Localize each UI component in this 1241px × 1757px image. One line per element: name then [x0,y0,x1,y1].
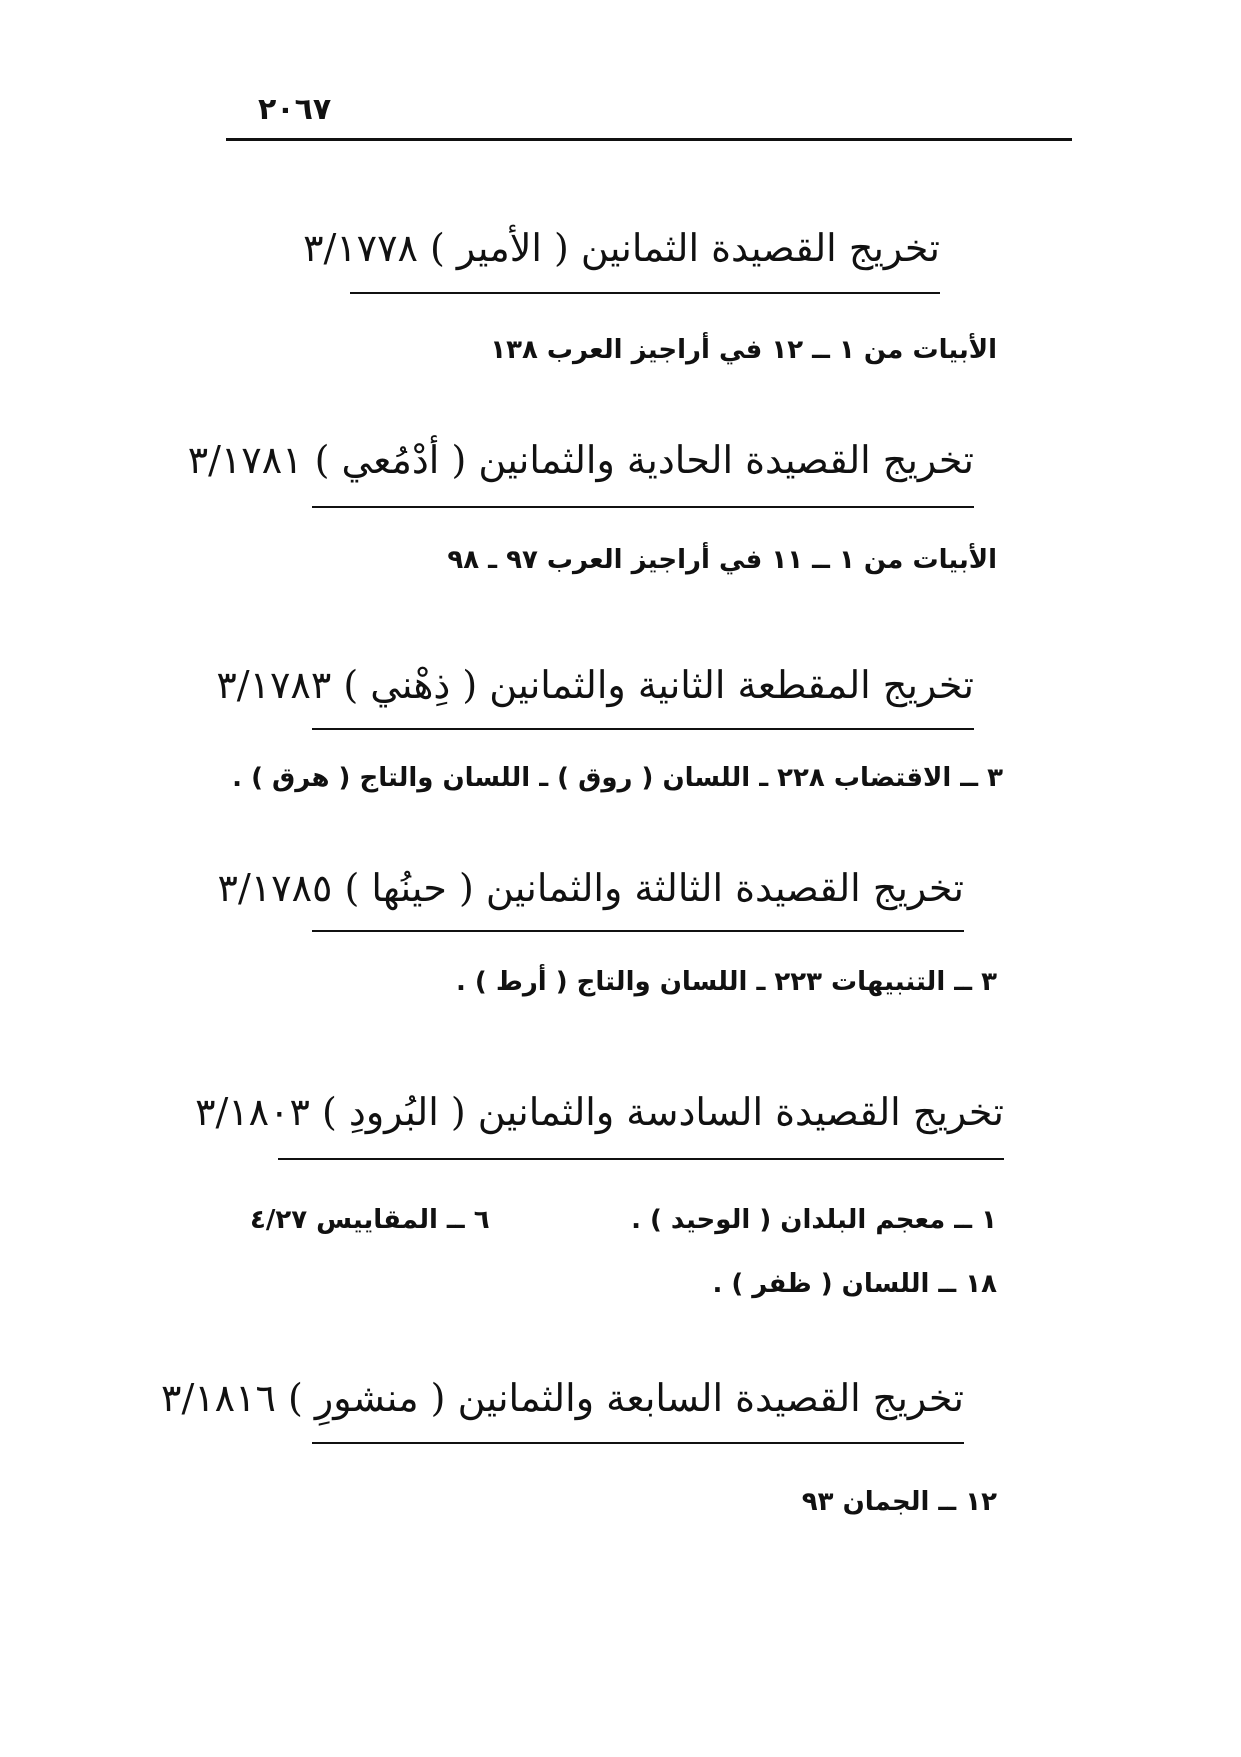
section-line: ٣ ــ التنبيهات ٢٢٣ ـ اللسان والتاج ( أرط ) . [455,967,997,997]
section-line: ٣ ــ الاقتضاب ٢٢٨ ـ اللسان ( روق ) ـ اللسان والتاج ( هرق ) . [232,763,1003,793]
heading-rule [312,1442,964,1444]
section-line: ٦ ــ المقاييس ٤/٢٧ [250,1205,490,1235]
section-line: ١٨ ــ اللسان ( ظفر ) . [712,1269,997,1299]
heading-rule [312,728,974,730]
heading-rule [350,292,940,294]
heading-rule [312,506,974,508]
section-heading: تخريج القصيدة الحادية والثمانين ( أدْمُعي ) ٣/١٧٨١ [187,438,974,482]
heading-rule [278,1158,1004,1160]
section-heading: تخريج القصيدة السادسة والثمانين ( البُرودِ ) ٣/١٨٠٣ [195,1090,1004,1134]
heading-rule [312,930,964,932]
section-line: ١ ــ معجم البلدان ( الوحيد ) . [631,1205,997,1235]
section-line: الأبيات من ١ ــ ١١ في أراجيز العرب ٩٧ ـ ٩٨ [447,545,997,575]
top-rule [226,138,1072,141]
section-line: ١٢ ــ الجمان ٩٣ [801,1487,997,1517]
page-number: ٢٠٦٧ [258,92,332,127]
section-heading: تخريج القصيدة الثالثة والثمانين ( حينُها ) ٣/١٧٨٥ [217,866,964,910]
section-heading: تخريج المقطعة الثانية والثمانين ( ذِهْني ) ٣/١٧٨٣ [216,663,974,707]
section-heading: تخريج القصيدة السابعة والثمانين ( منشورِ ) ٣/١٨١٦ [161,1376,964,1420]
section-heading: تخريج القصيدة الثمانين ( الأمير ) ٣/١٧٧٨ [303,226,940,270]
section-line: الأبيات من ١ ــ ١٢ في أراجيز العرب ١٣٨ [490,335,997,365]
